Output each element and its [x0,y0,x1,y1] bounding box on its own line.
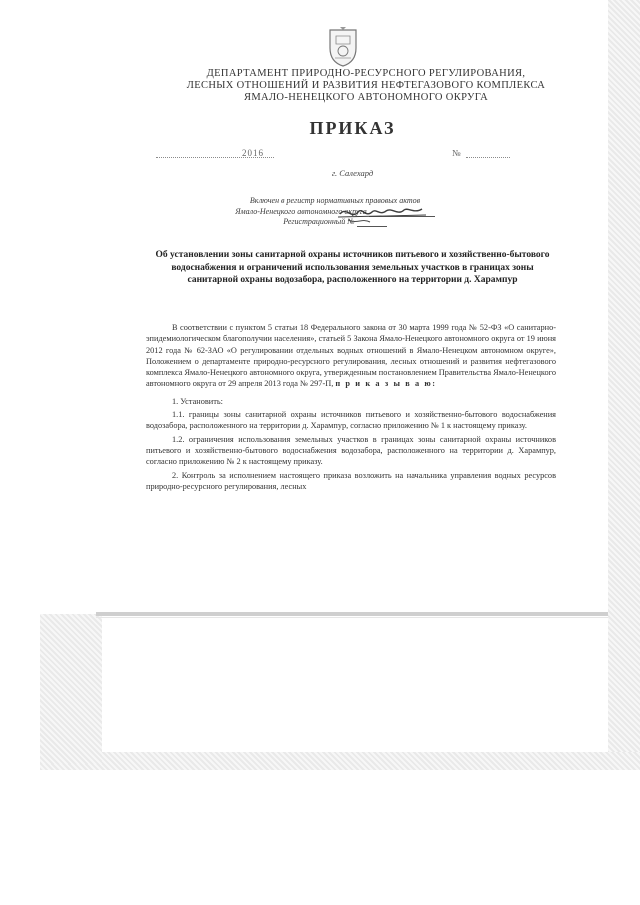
stamp-line-2: Ямало-Ненецкого автономного округа [235,206,367,216]
order-body [146,322,556,494]
order-date-year: 2016 [242,148,264,158]
order-number-prefix: № [452,148,461,158]
preamble-paragraph [146,322,556,390]
scan-edge-left [40,614,102,764]
item-1-1: 1.1. границы зоны санитарной охраны источников питьевого и хозяйственно-бытового водоснабжения водозабора, расположенного на территории д. Харампур, согласно приложению № 1 к настоящему приказу. [146,410,556,431]
order-date-line [156,157,274,158]
scan-edge-right [608,0,640,770]
order-title: ПРИКАЗ [309,118,396,138]
order-directive-word: п р и к а з ы в а ю: [335,379,437,389]
department-name [158,68,574,104]
department-line-1: ДЕПАРТАМЕНТ ПРИРОДНО-РЕСУРСНОГО РЕГУЛИРОВАНИЯ, [206,68,526,79]
page-fold-shadow [96,617,608,618]
order-subject: Об установлении зоны санитарной охраны источников питьевого и хозяйственно-бытового водоснабжения и ограничений использования земельных участков в границах зоны санитарной охраны водозабора, расположенного на территории д. Харампур [155,250,550,285]
department-line-2: ЛЕСНЫХ ОТНОШЕНИЙ И РАЗВИТИЯ НЕФТЕГАЗОВОГО КОМПЛЕКСА [186,80,546,91]
order-city: г. Салехард [331,168,374,178]
order-number-line [466,157,510,158]
scan-edge-bottom [40,752,640,770]
item-1: 1. Установить: [172,396,223,406]
page-fold-line [96,612,608,616]
stamp-line-3: Регистрационный № [283,217,355,226]
handwritten-signature [318,200,438,226]
yamal-coat-of-arms-icon [326,26,360,68]
document-page [100,0,605,612]
stamp-line-1: Включен в регистр нормативных правовых актов [249,196,421,205]
item-2: 2. Контроль за исполнением настоящего приказа возложить на начальника управления водных ресурсов природно-ресурсного регулирования, лесных [146,470,556,491]
preamble-text: В соответствии с пунктом 5 статьи 18 Федерального закона от 30 марта 1999 года № 52-ФЗ «О санитарно-эпидемиологическом благополучии населения», статьей 5 Закона Ямало-Ненецкого автономного округа от 19 июня 2012 года № 62-ЗАО «О регулировании отдельных водных отношений в Ямало-Ненецком автономном округе», Положением о департаменте природно-ресурсного регулирования, лесных отношений и развития нефтегазового комплекса Ямало-Ненецкого автономного округа, утвержденным постановлением Правительства Ямало-Ненецкого автономного округа от 29 апреля 2013 года № 297-П, [146,323,556,389]
item-1-2: 1.2. ограничения использования земельных участков в границах зоны санитарной охраны источников питьевого и хозяйственно-бытового водоснабжения водозабора, расположенного на территории д. Харампур, согласно приложению № 2 к настоящему приказу. [146,434,556,467]
department-line-3: ЯМАЛО-НЕНЕЦКОГО АВТОНОМНОГО ОКРУГА [243,92,489,103]
